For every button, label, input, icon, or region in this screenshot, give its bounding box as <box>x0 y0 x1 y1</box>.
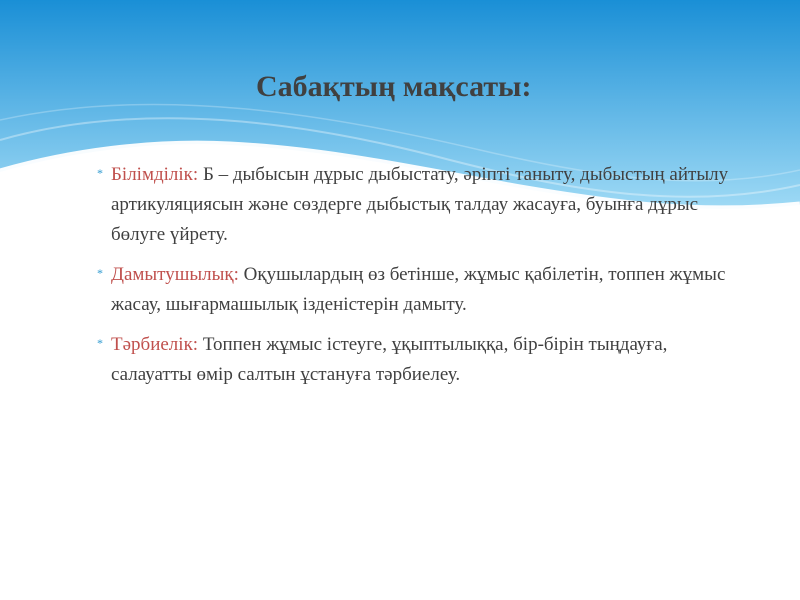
objectives-list <box>97 160 737 400</box>
item-text: Топпен жұмыс істеуге, ұқыптылыққа, бір-бірін тыңдауға, салауатты өмір салтын ұстануға тәрбиелеу. <box>111 334 668 385</box>
bullet-star-icon: * <box>97 166 103 180</box>
item-text: Оқушылардың өз бетінше, жұмыс қабілетін, топпен жұмыс жасау, шығармашылық ізденістерін дамыту. <box>111 264 726 315</box>
item-text: Б – дыбысын дұрыс дыбыстату, әріпті таныту, дыбыстың айтылу артикуляциясын және сөздерге дыбыстық талдау жасауға, буынға дұрыс бөлуге үйрету. <box>111 164 729 245</box>
item-label: Тәрбиелік: <box>111 334 203 355</box>
item-label: Дамытушылық: <box>111 264 244 285</box>
slide-title: Сабақтың мақсаты: <box>256 70 532 103</box>
bullet-star-icon: * <box>97 336 103 350</box>
list-item <box>97 160 737 250</box>
list-item <box>97 260 737 320</box>
bullet-star-icon: * <box>97 266 103 280</box>
item-label: Білімділік: <box>111 164 203 185</box>
list-item <box>97 330 737 390</box>
